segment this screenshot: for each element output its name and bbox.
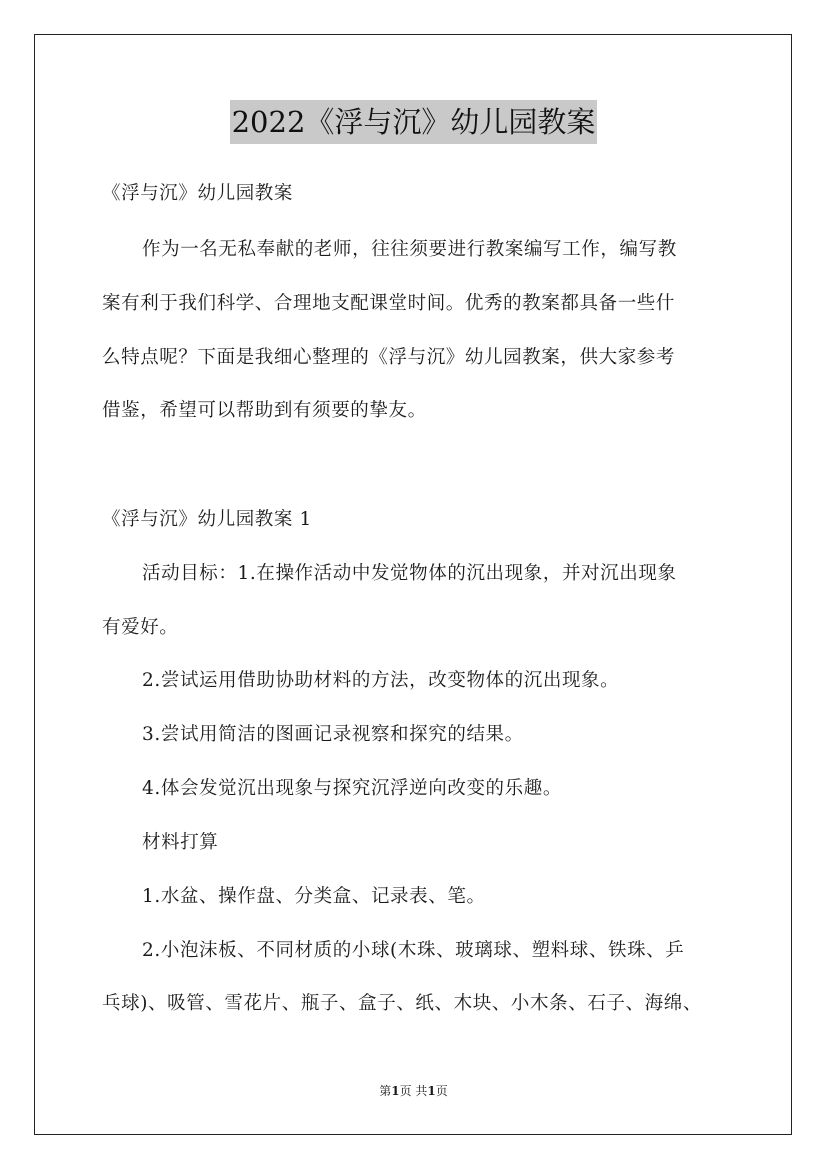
- subtitle-line: 《浮与沉》幼儿园教案: [102, 183, 294, 204]
- paragraph-line: 么特点呢？下面是我细心整理的《浮与沉》幼儿园教案，供大家参考: [102, 347, 676, 368]
- paragraph-line: 案有利于我们科学、合理地支配课堂时间。优秀的教案都具备一些什: [102, 293, 676, 314]
- paragraph-line: 4.体会发觉沉出现象与探究沉浮逆向改变的乐趣。: [142, 778, 562, 799]
- paragraph-line: 2.尝试运用借助协助材料的方法，改变物体的沉出现象。: [142, 670, 620, 691]
- section-heading: 《浮与沉》幼儿园教案 1: [102, 509, 312, 530]
- footer-mid: 页 共: [399, 1084, 428, 1098]
- footer-prefix: 第: [379, 1084, 392, 1098]
- title-container: [0, 100, 827, 144]
- footer-suffix: 页: [435, 1084, 448, 1098]
- paragraph-line: 作为一名无私奉献的老师，往往须要进行教案编写工作，编写教: [142, 239, 677, 260]
- paragraph-line: 材料打算: [142, 832, 219, 853]
- paragraph-line: 借鉴，希望可以帮助到有须要的挚友。: [102, 400, 427, 421]
- footer-page-total: 1: [427, 1084, 436, 1098]
- page-footer: [0, 1083, 827, 1099]
- paragraph-line: 有爱好。: [102, 617, 179, 638]
- paragraph-line: 2.小泡沫板、不同材质的小球(木珠、玻璃球、塑料球、铁珠、乒: [142, 940, 685, 961]
- paragraph-line: 1.水盆、操作盘、分类盒、记录表、笔。: [142, 886, 486, 907]
- paragraph-line: 乓球)、吸管、雪花片、瓶子、盒子、纸、木块、小木条、石子、海绵、: [102, 993, 702, 1014]
- footer-page-current: 1: [391, 1084, 400, 1098]
- document-title: 2022《浮与沉》幼儿园教案: [230, 100, 598, 144]
- paragraph-line: 活动目标：1.在操作活动中发觉物体的沉出现象，并对沉出现象: [142, 563, 677, 584]
- paragraph-line: 3.尝试用简洁的图画记录视察和探究的结果。: [142, 724, 524, 745]
